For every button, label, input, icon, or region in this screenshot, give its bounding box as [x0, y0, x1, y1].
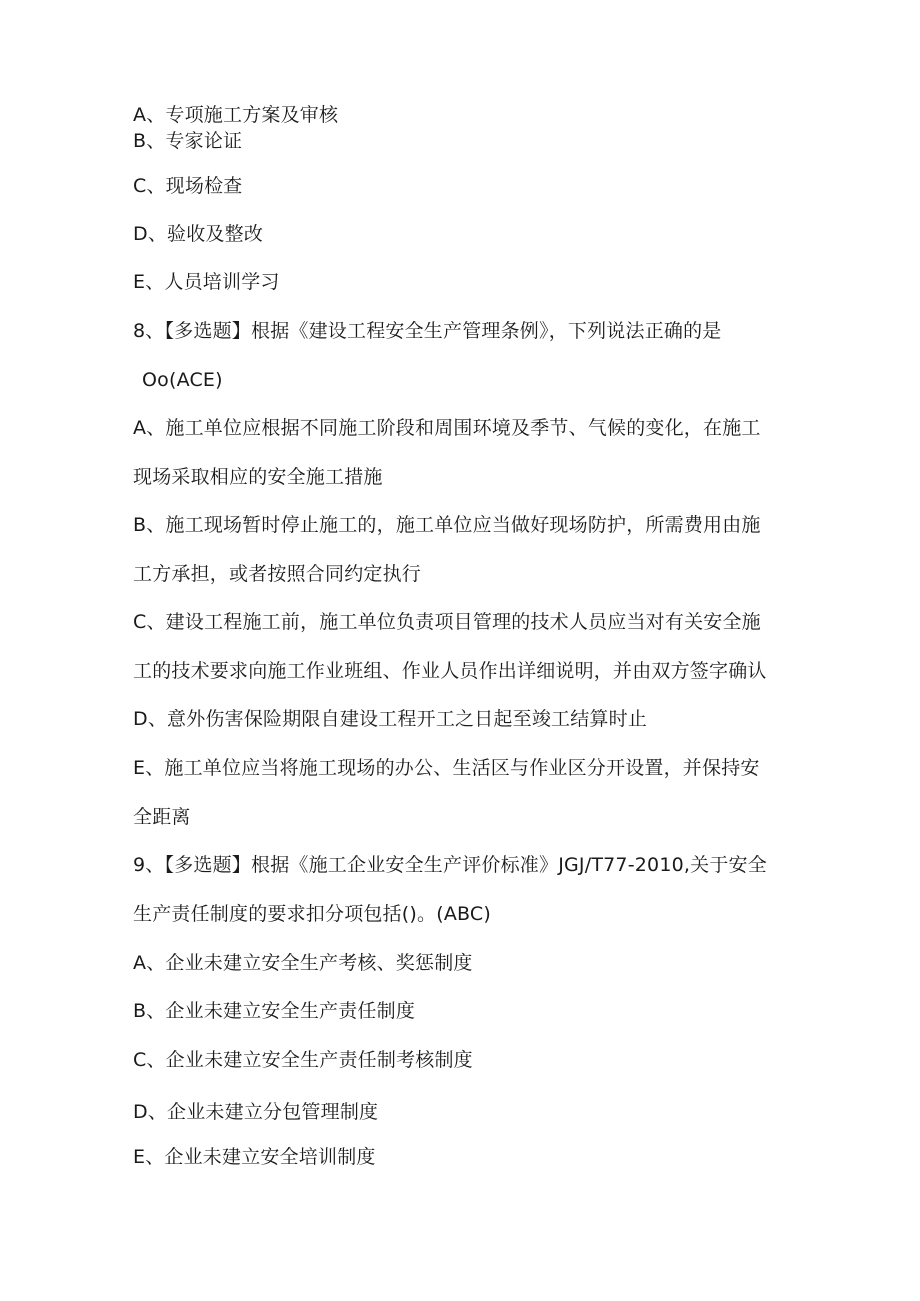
q8-stem-line2: Oo(ACE)	[142, 369, 223, 391]
prev-option-c: C、现场检查	[133, 175, 243, 197]
prev-option-d: D、验收及整改	[133, 223, 264, 245]
q9-option-b: B、企业未建立安全生产责任制度	[133, 1000, 416, 1022]
q9-option-d: D、企业未建立分包管理制度	[133, 1101, 379, 1123]
prev-option-b: B、专家论证	[133, 130, 243, 152]
prev-option-a: A、专项施工方案及审核	[133, 104, 339, 126]
q8-option-b-line2: 工方承担，或者按照合同约定执行	[133, 563, 422, 585]
q9-option-a: A、企业未建立安全生产考核、奖惩制度	[133, 952, 473, 974]
q8-option-d: D、意外伤害保险期限自建设工程开工之日起至竣工结算时止	[133, 708, 648, 730]
prev-option-e: E、人员培训学习	[133, 271, 280, 293]
q8-option-e-line2: 全距离	[133, 806, 191, 828]
q8-option-b-line1: B、施工现场暂时停止施工的，施工单位应当做好现场防护，所需费用由施	[133, 514, 761, 536]
q8-option-a-line2: 现场采取相应的安全施工措施	[133, 466, 383, 488]
q9-option-e: E、企业未建立安全培训制度	[133, 1146, 376, 1168]
q8-stem-line1: 8、【多选题】根据《建设工程安全生产管理条例》，下列说法正确的是	[133, 320, 722, 342]
q8-option-a-line1: A、施工单位应根据不同施工阶段和周围环境及季节、气候的变化，在施工	[133, 417, 761, 439]
q9-option-c: C、企业未建立安全生产责任制考核制度	[133, 1049, 473, 1071]
q8-option-c-line1: C、建设工程施工前，施工单位负责项目管理的技术人员应当对有关安全施	[133, 611, 761, 633]
q9-stem-line2: 生产责任制度的要求扣分项包括()。(ABC)	[133, 903, 492, 925]
q8-option-c-line2: 工的技术要求向施工作业班组、作业人员作出详细说明，并由双方签字确认	[133, 660, 767, 682]
q9-stem-line1: 9、【多选题】根据《施工企业安全生产评价标准》JGJ/T77-2010,关于安全	[133, 854, 767, 876]
q8-option-e-line1: E、施工单位应当将施工现场的办公、生活区与作业区分开设置，并保持安	[133, 757, 760, 779]
